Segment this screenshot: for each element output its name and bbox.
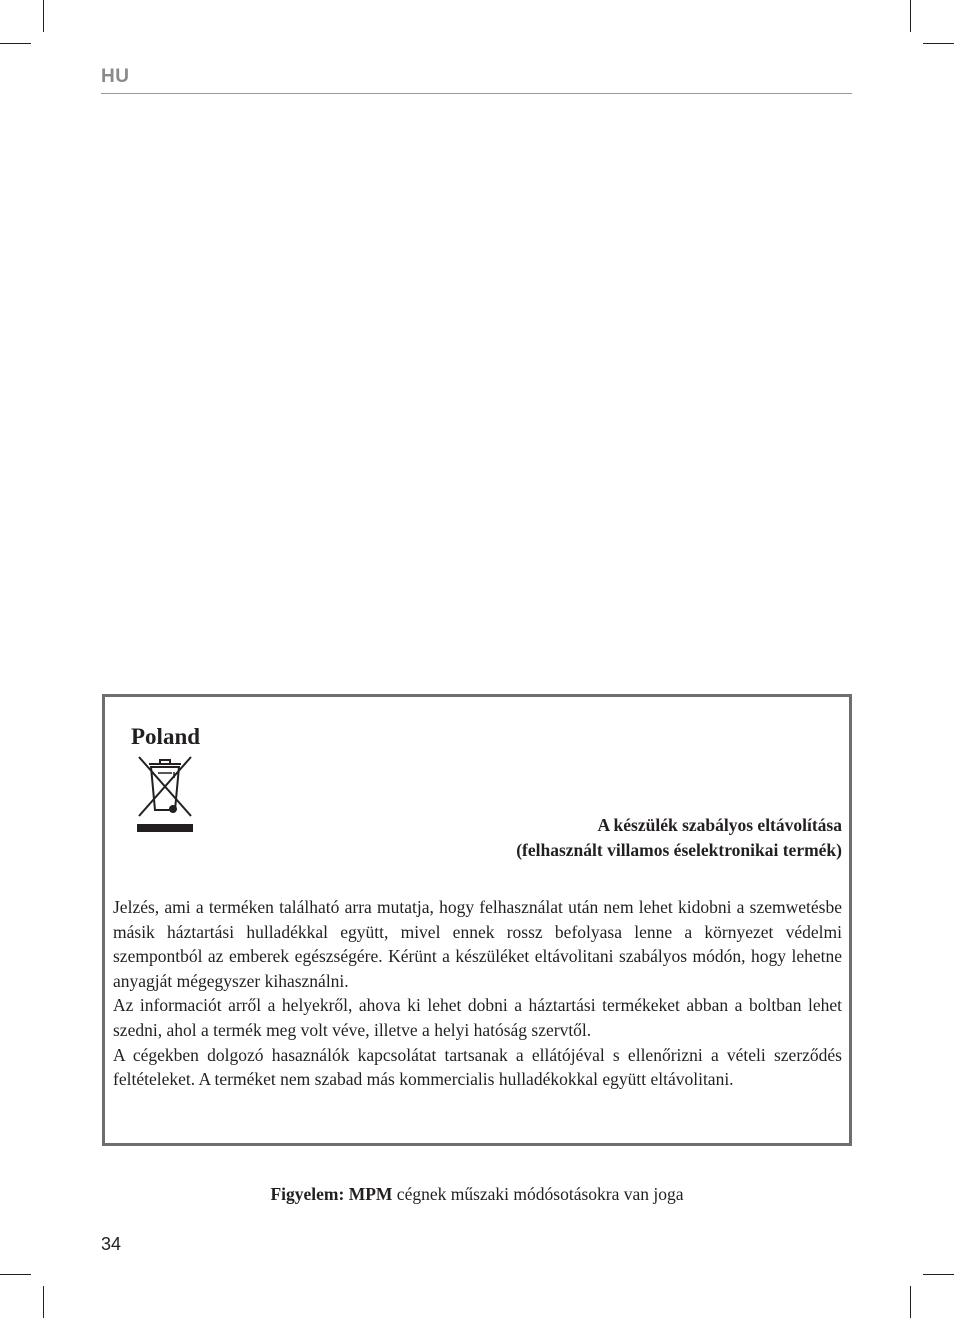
manufacturer-notice (0, 1184, 954, 1205)
disposal-paragraph: Jelzés, ami a terméken található arra mutatja, hogy felhasználat után nem lehet kidobni a szemwetésbe másik háztartási hulladékkal együtt, mivel ennek rossz befolyasa lenne a környezet védelmi szempontból az emberek egészségére. Kérünt a készüléket eltávolitani szabályos módón, hogy lehetne anyagját mégegyszer kihasználni. (113, 897, 842, 991)
crop-mark-top-right-horizontal (923, 43, 954, 44)
crop-mark-top-left-horizontal (0, 43, 31, 44)
notice-brand: MPM (348, 1184, 393, 1204)
crop-mark-bottom-left-horizontal (0, 1274, 31, 1275)
disposal-heading-line2: (felhasznált villamos éselektronikai termék) (516, 840, 842, 860)
header-divider (101, 93, 852, 94)
crop-mark-bottom-left-vertical (43, 1286, 44, 1318)
notice-label: Figyelem: (270, 1184, 345, 1204)
country-label: Poland (131, 724, 201, 749)
crossed-out-wheeled-bin-icon (136, 754, 194, 834)
crop-mark-top-left-vertical (43, 0, 44, 32)
disposal-paragraph: Az informaciót arről a helyekről, ahova ki lehet dobni a háztartási termékeket abban a boltban lehet szedni, ahol a termék meg volt véve, illetve a helyi hatóság szervtől. (113, 995, 842, 1040)
disposal-heading (516, 813, 842, 863)
notice-text: cégnek műszaki módósotásokra van joga (396, 1184, 684, 1204)
language-code: HU (101, 66, 130, 87)
disposal-heading-line1: A készülék szabályos eltávolítása (597, 815, 842, 835)
page-number: 34 (101, 1234, 122, 1254)
crop-mark-bottom-right-vertical (910, 1286, 911, 1318)
disposal-paragraph: A cégekben dolgozó hasaználók kapcsolátat tartsanak a ellátójéval s ellenőrizni a vételi szerződés feltételeket. A terméket nem szabad más kommercialis hulladékokkal együtt eltávolitani. (113, 1044, 842, 1090)
crop-mark-top-right-vertical (910, 0, 911, 32)
crop-mark-bottom-right-horizontal (923, 1274, 954, 1275)
disposal-body-text (113, 895, 842, 1092)
disposal-info-box (102, 694, 852, 1146)
